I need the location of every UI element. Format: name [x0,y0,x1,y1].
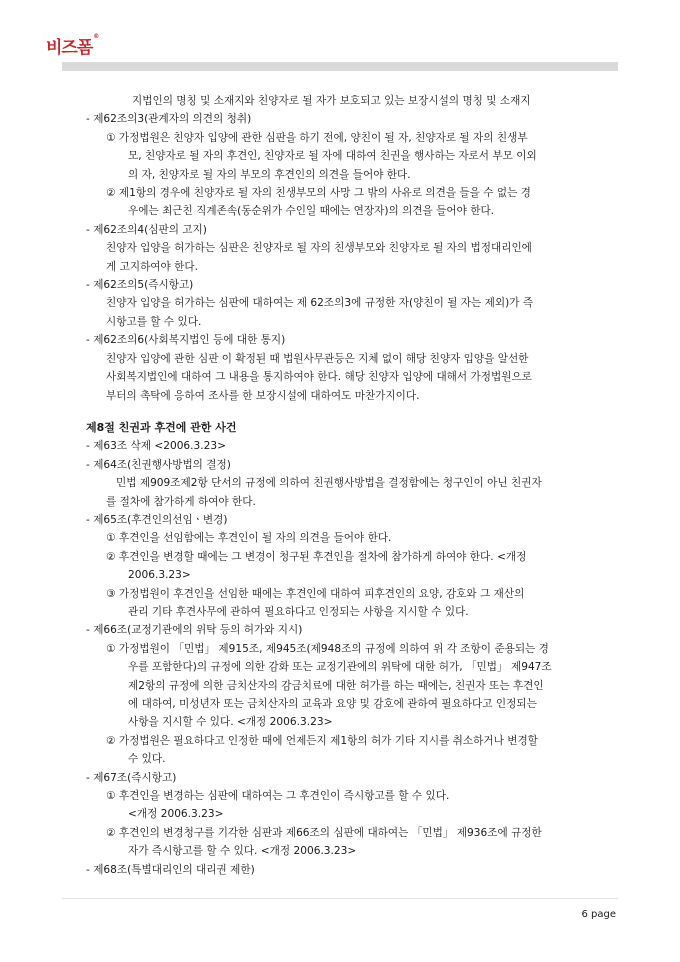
text-line: 우를 포함한다)의 규정에 의한 감화 또는 교정기관에의 위탁에 대한 허가, 「민법」 제947조 [128,661,552,674]
text-line: - 제63조 삭제 <2006.3.23> [86,440,227,453]
text-line: 에 대하여, 미성년자 또는 금치산자의 교육과 요양 및 감호에 관하여 필요하다고 인정되는 [128,698,537,710]
text-line: ① 가정법원이 「민법」 제915조, 제945조(제948조의 규정에 의하여 위 각 조항이 준용되는 경 [106,642,549,655]
text-line: 사회복지법인에 대하여 그 내용을 통지하여야 한다. 해당 친양자 입양에 대해서 가정법원으로 [106,371,532,384]
text-line: 자가 즉시항고를 할 수 있다. <개정 2006.3.23> [128,845,357,858]
text-line: ① 후견인을 변경하는 심판에 대하여는 그 후견인이 즉시항고를 할 수 있다. [106,790,450,803]
page-number: 6 page [581,909,616,920]
text-line: - 제67조(즉시항고) [86,771,177,784]
text-line: 친양자 입양을 허가하는 심판에 대하여는 제 62조의3에 규정한 자(양친이 될 자는 제외)가 즉 [106,297,534,310]
text-line: ② 가정법원은 필요하다고 인정한 때에 언제든지 제1항의 허가 기타 지시를 취소하거나 변경할 [106,734,538,747]
text-line: 부터의 촉탁에 응하여 조사를 한 보장시설에 대하여도 마찬가지이다. [106,389,420,402]
text-line: ③ 가정법원이 후견인을 선임한 때에는 후견인에 대하여 피후견인의 요양, 감호와 그 재산의 [106,587,525,600]
text-line: ① 가정법원은 친양자 입양에 관한 심판을 하기 전에, 양친이 될 자, 친양자로 될 자의 친생부 [106,131,528,144]
text-line: <개정 2006.3.23> [128,808,224,821]
text-line: 사항을 지시할 수 있다. <개정 2006.3.23> [128,716,333,729]
text-line: - 제62조의5(즉시항고) [86,279,194,292]
text-line: - 제62조의4(심판의 고지) [86,223,207,236]
section-heading: 제8절 친권과 후견에 관한 사건 [86,420,237,434]
text-line: 모, 친양자로 될 자의 후견인, 친양자로 될 자에 대하여 친권을 행사하는 자로서 부모 이외 [128,150,537,163]
text-line: 시항고를 할 수 있다. [106,315,202,328]
text-line: 수 있다. [128,753,166,766]
text-line: ② 제1항의 경우에 친양자로 될 자의 친생부모의 사망 그 밖의 사유로 의견을 들을 수 없는 경 [106,187,531,200]
text-line: 게 고지하여야 한다. [106,260,198,273]
text-line: ② 후견인을 변경할 때에는 그 변경이 청구된 후견인을 절차에 참가하게 하여야 한다. <개정 [106,550,527,563]
text-line: - 제62조의6(사회복지법인 등에 대한 통지) [86,334,286,347]
document-body [86,92,622,879]
text-line: 지법인의 명칭 및 소재지와 친양자로 될 자가 보호되고 있는 보장시설의 명칭 및 소재지 [132,95,531,107]
text-line: 의 자, 친양자로 될 자의 부모의 후견인의 의견을 들어야 한다. [128,168,411,181]
text-line: 친양자 입양을 허가하는 심판은 친양자로 될 자의 친생부모와 친양자로 될 자의 법정대리인에 [106,242,532,255]
text-line: - 제62조의3(관계자의 의견의 청취) [86,113,252,126]
spacer [86,405,622,419]
text-line: - 제65조(후견인의선임ㆍ변경) [86,513,228,526]
bizforms-logo [46,33,98,58]
text-line: - 제68조(특별대리인의 대리권 제한) [86,863,255,876]
text-line: 우에는 최근친 직계존속(동순위가 수인일 때에는 연장자)의 의견을 들어야 한다. [128,205,495,218]
text-line: 2006.3.23> [128,569,191,582]
text-line: 제2항의 규정에 의한 금치산자의 감금치료에 대한 허가를 하는 때에는, 친권자 또는 후견인 [128,679,544,692]
text-line: - 제66조(교정기관에의 위탁 등의 허가와 지시) [86,624,303,637]
text-line: 관리 기타 후견사무에 관하여 필요하다고 인정되는 사항을 지시할 수 있다. [128,605,469,618]
logo-registered-mark: ® [93,33,99,40]
header-bar [62,62,618,71]
logo-text: 비즈폼 [46,38,93,58]
text-line: 친양자 입양에 관한 심판 이 확정된 때 법원사무관등은 지체 없이 해당 친양자 입양을 알선한 [106,352,529,365]
text-line: 민법 제909조제2항 단서의 규정에 의하여 친권행사방법을 결정함에는 청구인이 아닌 친권자 [116,477,542,490]
footer-divider [62,898,618,899]
text-line: 를 절차에 참가하게 하여야 한다. [106,495,256,508]
text-line: - 제64조(친권행사방법의 결정) [86,458,231,471]
text-line: ② 후견인의 변경청구를 기각한 심판과 제66조의 심판에 대하여는 「민법」 제936조에 규정한 [106,826,542,839]
text-line: ① 후견인을 선임함에는 후견인이 될 자의 의견을 들어야 한다. [106,532,392,545]
